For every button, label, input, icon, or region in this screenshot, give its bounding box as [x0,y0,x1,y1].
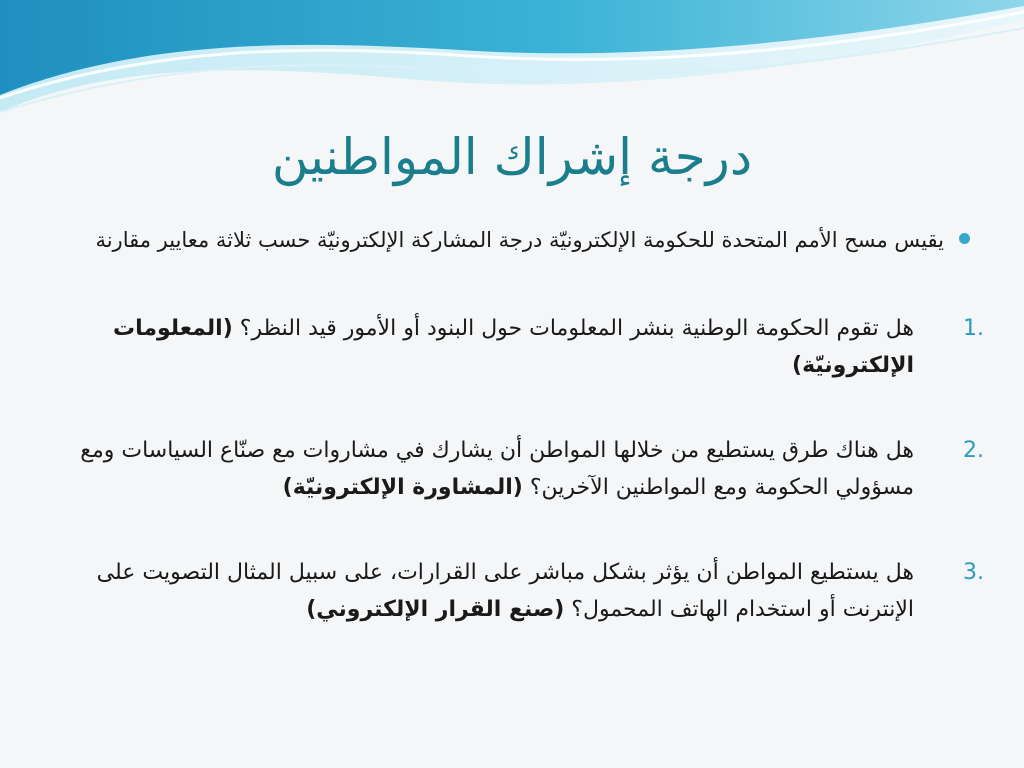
question-label: (المعلومات الإلكترونيّة) [112,316,914,378]
slide-title: درجة إشراك المواطنين [271,128,753,186]
question-label: (المشاورة الإلكترونيّة) [282,475,523,500]
question-item-1 [74,310,984,384]
intro-text: يقيس مسح الأمم المتحدة للحكومة الإلكترونيّة درجة المشاركة الإلكترونيّة حسب ثلاثة معايير مقارنة [95,228,944,252]
question-label: (صنع القرار الإلكتروني) [306,597,565,622]
intro-paragraph [64,222,944,258]
header-wave-decoration [0,0,1024,140]
question-text: هل هناك طرق يستطيع من خلالها المواطن أن يشارك في مشاروات مع صنّاع السياسات ومع مسؤولي الحكومة ومع المواطنين الآخرين؟ [80,438,914,500]
question-number: 3. [963,560,984,585]
question-number: 1. [963,316,984,341]
question-item-2 [74,432,984,506]
slide-body [64,222,984,628]
bullet-dot-icon [959,233,970,244]
question-text: هل يستطيع المواطن أن يؤثر بشكل مباشر على القرارات، على سبيل المثال التصويت على الإنترنت أو استخدام الهاتف المحمول؟ [96,560,914,622]
question-number: 2. [963,438,984,463]
question-item-3 [74,554,984,628]
question-text: هل تقوم الحكومة الوطنية بنشر المعلومات حول البنود أو الأمور قيد النظر؟ [239,316,914,341]
